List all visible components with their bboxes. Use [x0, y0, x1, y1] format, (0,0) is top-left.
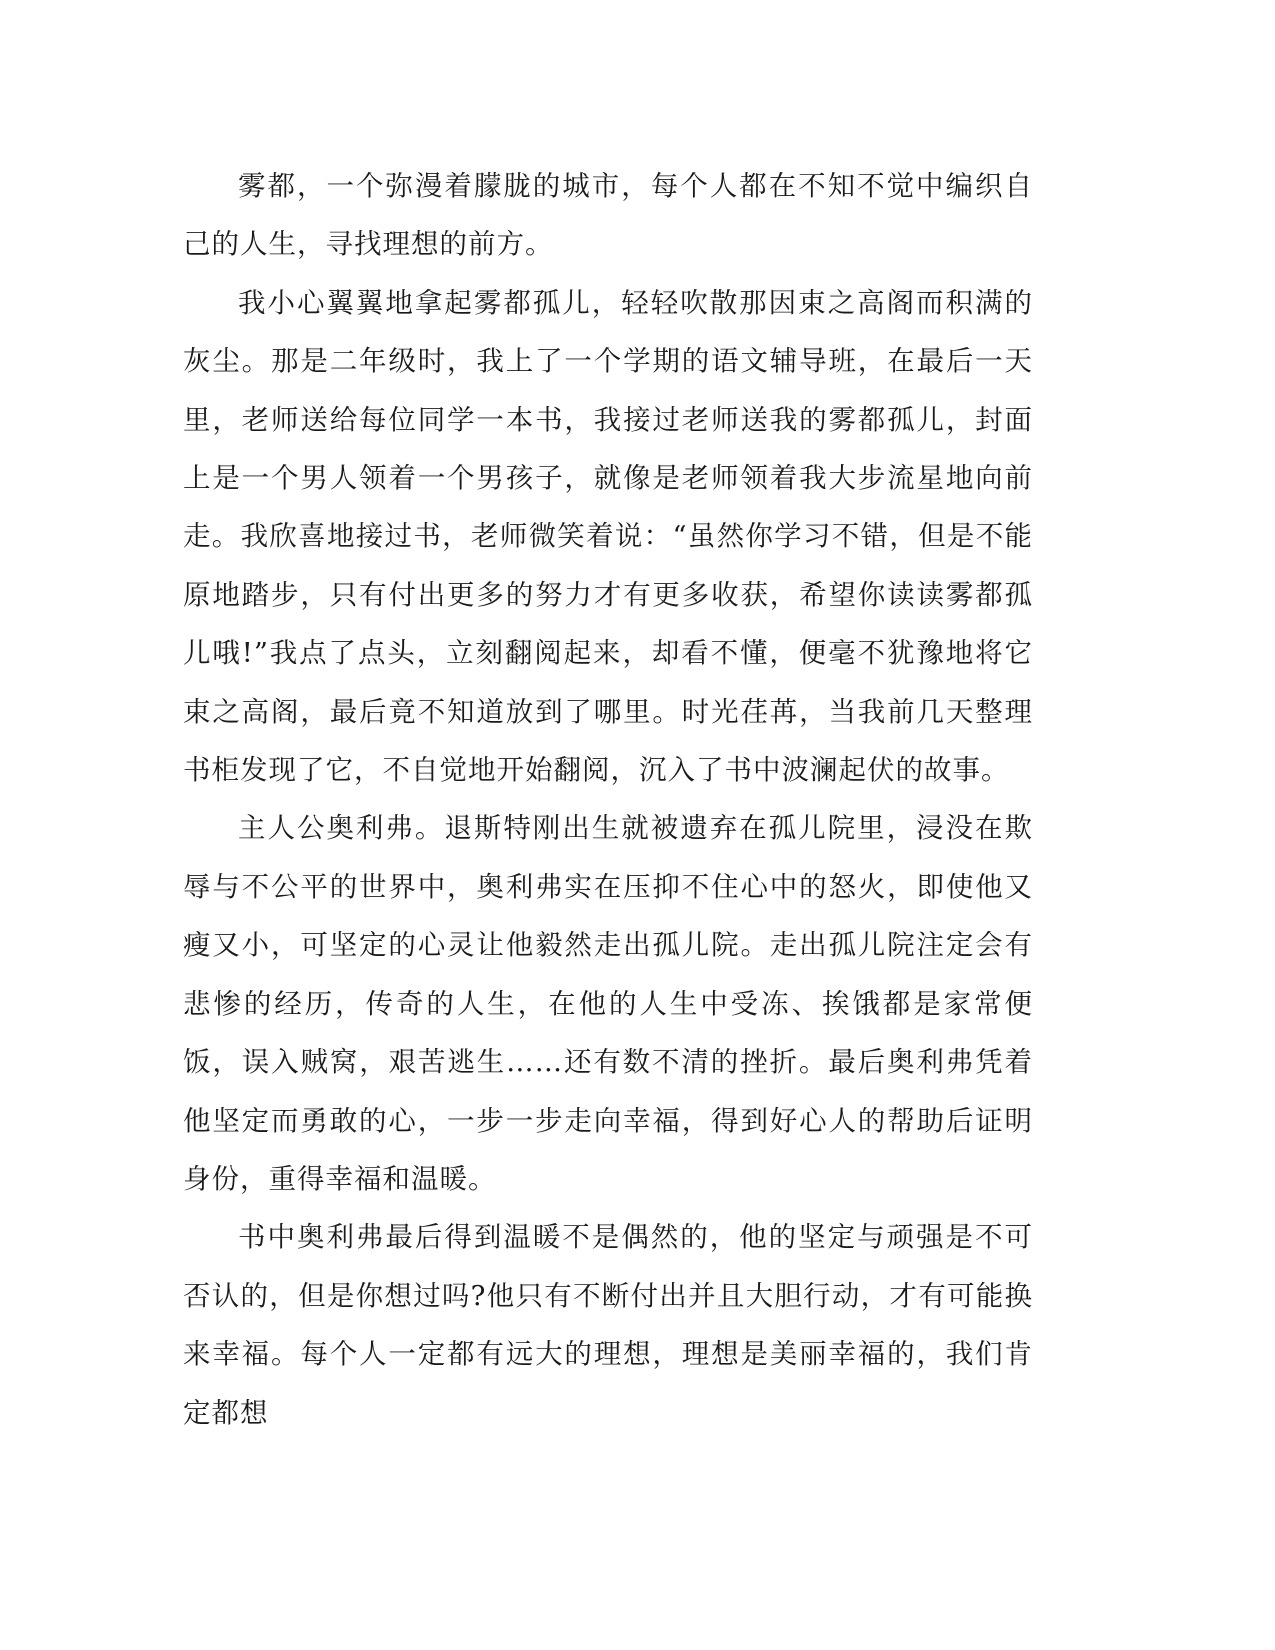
document-body [183, 157, 1033, 1442]
paragraph-2: 我小心翼翼地拿起雾都孤儿，轻轻吹散那因束之高阁而积满的灰尘。那是二年级时，我上了一个学期的语文辅导班，在最后一天里，老师送给每位同学一本书，我接过老师送我的雾都孤儿，封面上是一个男人领着一个男孩子，就像是老师领着我大步流星地向前走。我欣喜地接过书，老师微笑着说：“虽然你学习不错，但是不能原地踏步，只有付出更多的努力才有更多收获，希望你读读雾都孤儿哦!”我点了点头，立刻翻阅起来，却看不懂，便毫不犹豫地将它束之高阁，最后竟不知道放到了哪里。时光荏苒，当我前几天整理书柜发现了它，不自觉地开始翻阅，沉入了书中波澜起伏的故事。 [183, 286, 1033, 787]
paragraph-4: 书中奥利弗最后得到温暖不是偶然的，他的坚定与顽强是不可否认的，但是你想过吗?他只有不断付出并且大胆行动，才有可能换来幸福。每个人一定都有远大的理想，理想是美丽幸福的，我们肯定都想 [183, 1221, 1033, 1429]
paragraph-3: 主人公奥利弗。退斯特刚出生就被遗弃在孤儿院里，浸没在欺辱与不公平的世界中，奥利弗实在压抑不住心中的怒火，即使他又瘦又小，可坚定的心灵让他毅然走出孤儿院。走出孤儿院注定会有悲惨的经历，传奇的人生，在他的人生中受冻、挨饿都是家常便饭，误入贼窝，艰苦逃生……还有数不清的挫折。最后奥利弗凭着他坚定而勇敢的心，一步一步走向幸福，得到好心人的帮助后证明身份，重得幸福和温暖。 [183, 812, 1033, 1195]
paragraph-1: 雾都，一个弥漫着朦胧的城市，每个人都在不知不觉中编织自己的人生，寻找理想的前方。 [183, 170, 1033, 261]
